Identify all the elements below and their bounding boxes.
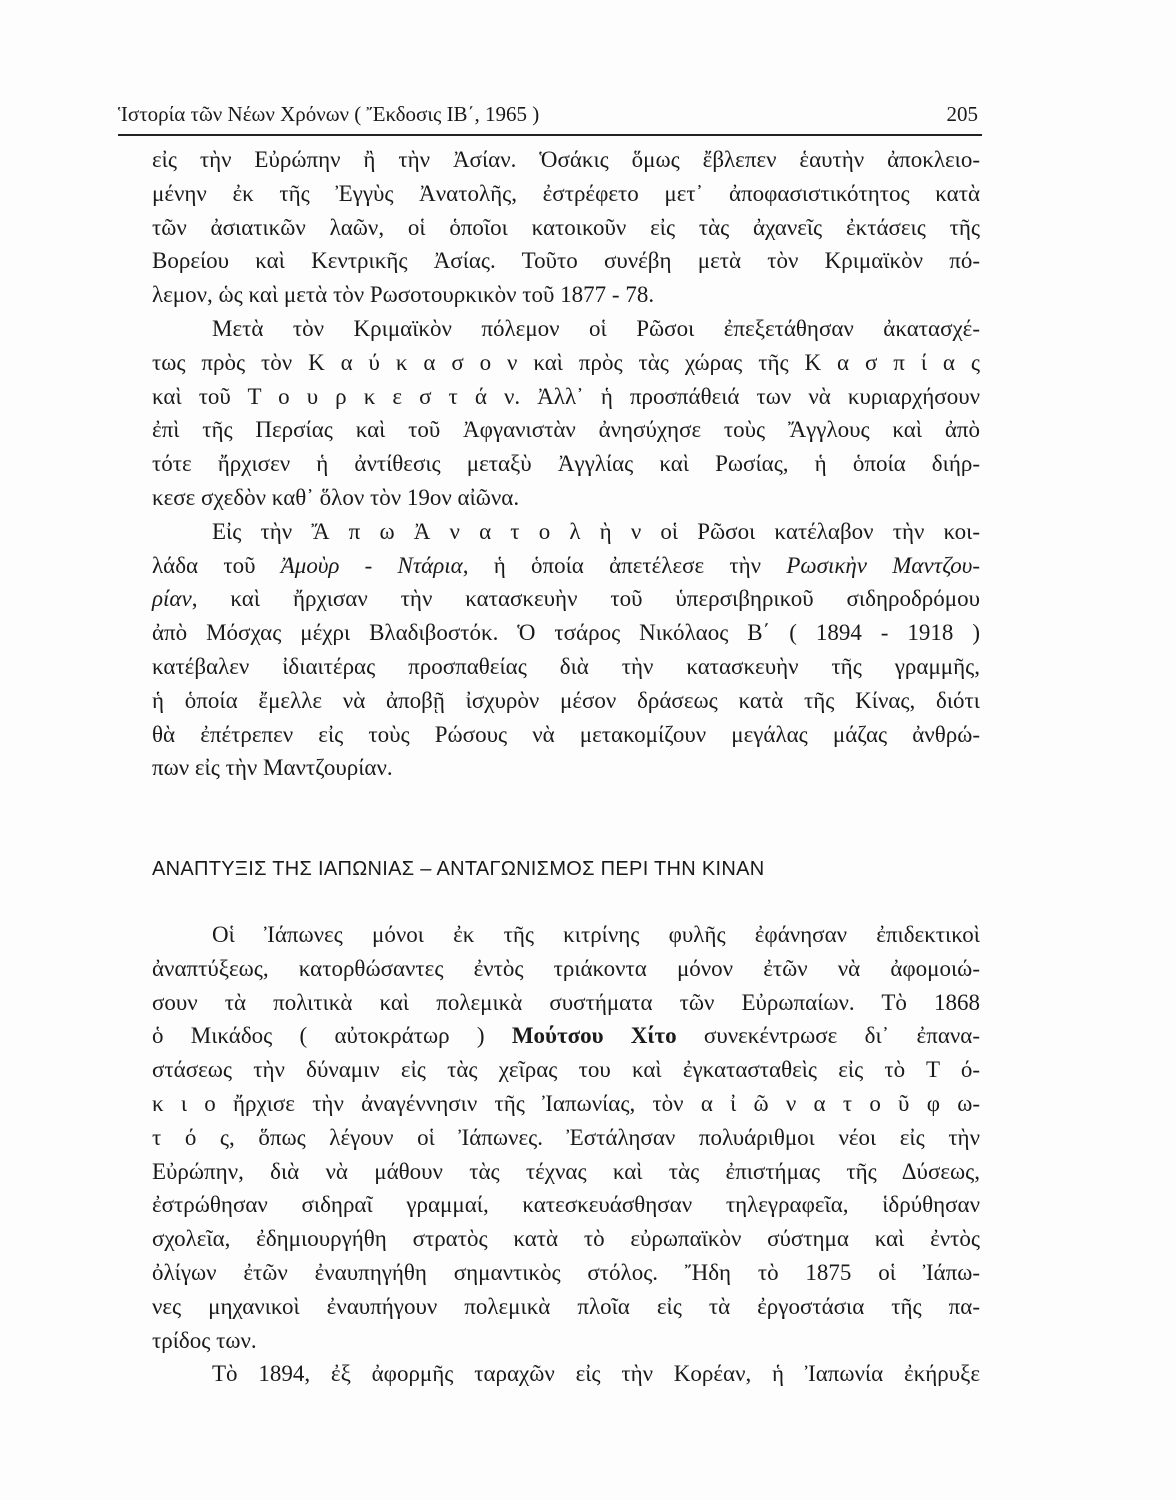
italic-text: ρίαν [152, 586, 192, 612]
text-segment: κεσε σχεδὸν καθ᾽ ὅλον τὸν 19ον αἰῶνα. [152, 484, 520, 510]
text-segment: μένην ἐκ τῆς Ἐγγὺς Ἀνατολῆς, ἐστρέφετο μετ᾽ ἀποφασιστικότητος κατὰ [152, 180, 980, 206]
running-header [118, 100, 982, 130]
paragraph [152, 312, 980, 515]
text-segment: τότε ἤρχισεν ἡ ἀντίθεσις μεταξὺ Ἀγγλίας καὶ Ρωσίας, ἡ ὁποία διήρ- [152, 451, 980, 477]
text-segment: Οἱ Ἰάπωνες μόνοι ἐκ τῆς κιτρίνης φυλῆς ἐφάνησαν ἐπιδεκτικοὶ [212, 922, 980, 947]
text-line [152, 380, 980, 414]
text-line [152, 952, 980, 986]
text-line [152, 582, 980, 616]
text-segment: ἐπὶ τῆς Περσίας καὶ τοῦ Ἀφγανιστὰν ἀνησύχησε τοὺς Ἄγγλους καὶ ἀπὸ [152, 417, 980, 443]
header-rule [118, 134, 982, 136]
text-segment: Βορείου καὶ Κεντρικῆς Ἀσίας. Τοῦτο συνέβη μετὰ τὸν Κριμαϊκὸν πό- [152, 248, 980, 274]
text-segment: , ἡ ὁποία ἀπετέλεσε τὴν [462, 552, 787, 578]
text-line [152, 1121, 980, 1155]
text-segment: Εὐρώπην, διὰ νὰ μάθουν τὰς τέχνας καὶ τὰς ἐπιστήμας τῆς Δύσεως, [152, 1158, 980, 1184]
text-line [152, 1222, 980, 1256]
text-segment: κατέβαλεν ἰδιαιτέρας προσπαθείας διὰ τὴν κατασκευὴν τῆς γραμμῆς, [152, 653, 980, 679]
text-segment: εἰς τὴν Εὐρώπην ἢ τὴν Ἀσίαν. Ὁσάκις ὅμως ἔβλεπεν ἑαυτὴν ἀποκλειο- [152, 147, 980, 172]
text-line [152, 413, 980, 447]
text-line [152, 1087, 980, 1121]
italic-text: Ρωσικὴν Μαντζου- [786, 552, 981, 578]
text-line [152, 1155, 980, 1189]
text-line [152, 1324, 980, 1358]
text-segment: Τὸ 1894, ἐξ ἀφορμῆς ταραχῶν εἰς τὴν Κορέαν, ἡ Ἰαπωνία ἐκήρυξε [212, 1361, 980, 1387]
book-title: Ἱστορία τῶν Νέων Χρόνων ( Ἔκδοσις ΙΒ΄, 1965 ) [118, 102, 540, 126]
text-segment: τρίδος των. [152, 1327, 257, 1353]
text-segment: τ ό ς, ὅπως λέγουν οἱ Ἰάπωνες. Ἐστάλησαν πολυάριθμοι νέοι εἰς τὴν [152, 1124, 980, 1150]
text-segment: Εἰς τὴν Ἄ π ω Ἀ ν α τ ο λ ὴ ν οἱ Ρῶσοι κατέλαβον τὴν κοι- [212, 518, 980, 544]
text-line [152, 143, 980, 177]
text-line [152, 447, 980, 481]
text-segment: λάδα τοῦ [152, 552, 281, 578]
text-segment: ἀπὸ Μόσχας μέχρι Βλαδιβοστόκ. Ὁ τσάρος Νικόλαος Β΄ ( 1894 - 1918 ) [152, 620, 980, 646]
text-segment: λεμον, ὡς καὶ μετὰ τὸν Ρωσοτουρκικὸν τοῦ 1877 - 78. [152, 282, 655, 308]
section-heading: ΑΝΑΠΤΥΞΙΣ ΤΗΣ ΙΑΠΩΝΙΑΣ – ΑΝΤΑΓΩΝΙΣΜΟΣ ΠΕΡΙ ΤΗΝ ΚΙΝΑΝ [152, 858, 765, 880]
text-segment: ὁ Μικάδος ( αὐτοκράτωρ ) [152, 1023, 512, 1049]
text-line [152, 481, 980, 515]
text-segment: τως πρὸς τὸν Κ α ύ κ α σ ο ν καὶ πρὸς τὰς χώρας τῆς Κ α σ π ί α ς [152, 349, 980, 375]
text-segment: στάσεως τὴν δύναμιν εἰς τὰς χεῖρας του καὶ ἐγκατασταθεὶς εἰς τὸ Τ ό- [152, 1057, 980, 1083]
text-segment: νες μηχανικοὶ ἐναυπήγουν πολεμικὰ πλοῖα εἰς τὰ ἐργοστάσια τῆς πα- [152, 1293, 980, 1319]
text-segment: σχολεῖα, ἐδημιουργήθη στρατὸς κατὰ τὸ εὐρωπαϊκὸν σύστημα καὶ ἐντὸς [152, 1226, 980, 1252]
text-segment: τῶν ἀσιατικῶν λαῶν, οἱ ὁποῖοι κατοικοῦν εἰς τὰς ἀχανεῖς ἐκτάσεις τῆς [152, 214, 980, 240]
paragraph [152, 515, 980, 785]
text-line [152, 684, 980, 718]
page-number: 205 [946, 102, 978, 126]
text-segment: κ ι ο ἤρχισε τὴν ἀναγέννησιν τῆς Ἰαπωνίας, τὸν α ἰ ῶ ν α τ ο ῦ φ ω- [152, 1090, 980, 1116]
text-line [152, 1357, 980, 1391]
paragraph [152, 918, 980, 1357]
text-line [152, 312, 980, 346]
bold-text: Μούτσου Χίτο [511, 1023, 677, 1049]
text-line [152, 211, 980, 245]
text-line [152, 1256, 980, 1290]
text-segment: συνεκέντρωσε δι᾽ ἐπανα- [676, 1023, 980, 1049]
text-segment: σουν τὰ πολιτικὰ καὶ πολεμικὰ συστήματα τῶν Εὐρωπαίων. Τὸ 1868 [152, 989, 980, 1015]
text-line [152, 549, 980, 583]
paragraph [152, 143, 980, 312]
italic-text: Ἀμοὺρ - Ντάρια [280, 552, 463, 578]
text-line [152, 616, 980, 650]
section-2-body [152, 918, 980, 1391]
text-segment: , καὶ ἤρχισαν τὴν κατασκευὴν τοῦ ὑπερσιβηρικοῦ σιδηροδρόμου [191, 586, 980, 612]
text-segment: ἡ ὁποία ἔμελλε νὰ ἀποβῇ ἰσχυρὸν μέσον δράσεως κατὰ τῆς Κίνας, διότι [152, 687, 980, 713]
text-segment: πων εἰς τὴν Μαντζουρίαν. [152, 755, 393, 781]
text-line [152, 244, 980, 278]
text-line [152, 1019, 980, 1053]
paragraph [152, 1357, 980, 1391]
text-segment: ὀλίγων ἐτῶν ἐναυπηγήθη σημαντικὸς στόλος. Ἤδη τὸ 1875 οἱ Ἰάπω- [152, 1259, 980, 1285]
text-line [152, 346, 980, 380]
text-line [152, 1290, 980, 1324]
text-line [152, 718, 980, 752]
text-line [152, 278, 980, 312]
text-segment: καὶ τοῦ Τ ο υ ρ κ ε σ τ ά ν. Ἀλλ᾽ ἡ προσπάθειά των νὰ κυριαρχήσουν [152, 383, 980, 409]
text-line [152, 1053, 980, 1087]
text-line [152, 177, 980, 211]
text-line [152, 986, 980, 1020]
text-segment: ἐστρώθησαν σιδηραῖ γραμμαί, κατεσκευάσθησαν τηλεγραφεῖα, ἱδρύθησαν [152, 1192, 980, 1218]
text-line [152, 1188, 980, 1222]
section-1-body [152, 143, 980, 785]
text-segment: θὰ ἐπέτρεπεν εἰς τοὺς Ρώσους νὰ μετακομίζουν μεγάλας μάζας ἀνθρώ- [152, 721, 980, 747]
text-segment: Μετὰ τὸν Κριμαϊκὸν πόλεμον οἱ Ρῶσοι ἐπεξετάθησαν ἀκατασχέ- [212, 315, 980, 341]
text-line [152, 515, 980, 549]
text-line [152, 751, 980, 785]
text-segment: ἀναπτύξεως, κατορθώσαντες ἐντὸς τριάκοντα μόνον ἐτῶν νὰ ἀφομοιώ- [152, 955, 980, 981]
text-line [152, 650, 980, 684]
text-line [152, 918, 980, 952]
